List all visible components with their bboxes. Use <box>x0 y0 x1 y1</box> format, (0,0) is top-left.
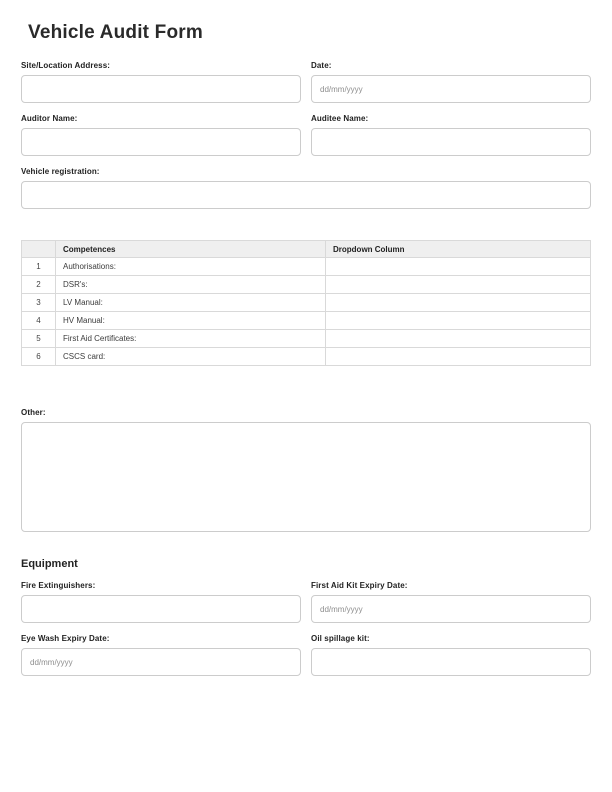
eye-wash-expiry-field <box>21 634 301 676</box>
auditor-name-input[interactable] <box>21 128 301 156</box>
row-number: 4 <box>22 312 56 330</box>
column-header-dropdown: Dropdown Column <box>326 241 591 258</box>
oil-spillage-kit-label: Oil spillage kit: <box>311 634 370 643</box>
dropdown-cell[interactable] <box>326 294 591 312</box>
table-row <box>22 258 591 276</box>
row-number: 6 <box>22 348 56 366</box>
vehicle-registration-label: Vehicle registration: <box>21 167 100 176</box>
auditee-name-label: Auditee Name: <box>311 114 369 123</box>
vehicle-registration-field <box>21 167 591 209</box>
first-aid-kit-expiry-label: First Aid Kit Expiry Date: <box>311 581 408 590</box>
dropdown-cell[interactable] <box>326 276 591 294</box>
competence-label: Authorisations: <box>56 258 326 276</box>
fire-extinguishers-label: Fire Extinguishers: <box>21 581 96 590</box>
competence-label: First Aid Certificates: <box>56 330 326 348</box>
auditee-name-input[interactable] <box>311 128 591 156</box>
table-row <box>22 276 591 294</box>
first-aid-kit-expiry-input[interactable] <box>311 595 591 623</box>
table-row <box>22 294 591 312</box>
auditor-name-field <box>21 114 301 156</box>
dropdown-cell[interactable] <box>326 348 591 366</box>
date-field <box>311 61 591 103</box>
equipment-section <box>21 581 591 687</box>
oil-spillage-kit-field <box>311 634 591 676</box>
row-number: 3 <box>22 294 56 312</box>
fire-extinguishers-input[interactable] <box>21 595 301 623</box>
first-aid-kit-expiry-field <box>311 581 591 623</box>
row-number: 2 <box>22 276 56 294</box>
other-section <box>21 408 591 532</box>
auditee-name-field <box>311 114 591 156</box>
row-number: 1 <box>22 258 56 276</box>
dropdown-cell[interactable] <box>326 312 591 330</box>
dropdown-cell[interactable] <box>326 258 591 276</box>
competence-label: LV Manual: <box>56 294 326 312</box>
column-header-number <box>22 241 56 258</box>
page-title: Vehicle Audit Form <box>28 22 203 43</box>
eye-wash-expiry-input[interactable] <box>21 648 301 676</box>
competence-label: CSCS card: <box>56 348 326 366</box>
date-label: Date: <box>311 61 332 70</box>
vehicle-registration-input[interactable] <box>21 181 591 209</box>
date-input[interactable] <box>311 75 591 103</box>
table-row <box>22 312 591 330</box>
details-section <box>21 61 591 220</box>
dropdown-cell[interactable] <box>326 330 591 348</box>
competences-table-header <box>22 241 591 258</box>
equipment-heading: Equipment <box>21 558 78 570</box>
row-number: 5 <box>22 330 56 348</box>
competence-label: DSR's: <box>56 276 326 294</box>
oil-spillage-kit-input[interactable] <box>311 648 591 676</box>
other-textarea[interactable] <box>21 422 591 532</box>
site-location-address-field <box>21 61 301 103</box>
competence-label: HV Manual: <box>56 312 326 330</box>
table-row <box>22 348 591 366</box>
table-row <box>22 330 591 348</box>
fire-extinguishers-field <box>21 581 301 623</box>
column-header-competences: Competences <box>56 241 326 258</box>
competences-table <box>21 240 591 366</box>
eye-wash-expiry-label: Eye Wash Expiry Date: <box>21 634 110 643</box>
auditor-name-label: Auditor Name: <box>21 114 78 123</box>
site-location-address-label: Site/Location Address: <box>21 61 111 70</box>
other-label: Other: <box>21 408 46 417</box>
site-location-address-input[interactable] <box>21 75 301 103</box>
